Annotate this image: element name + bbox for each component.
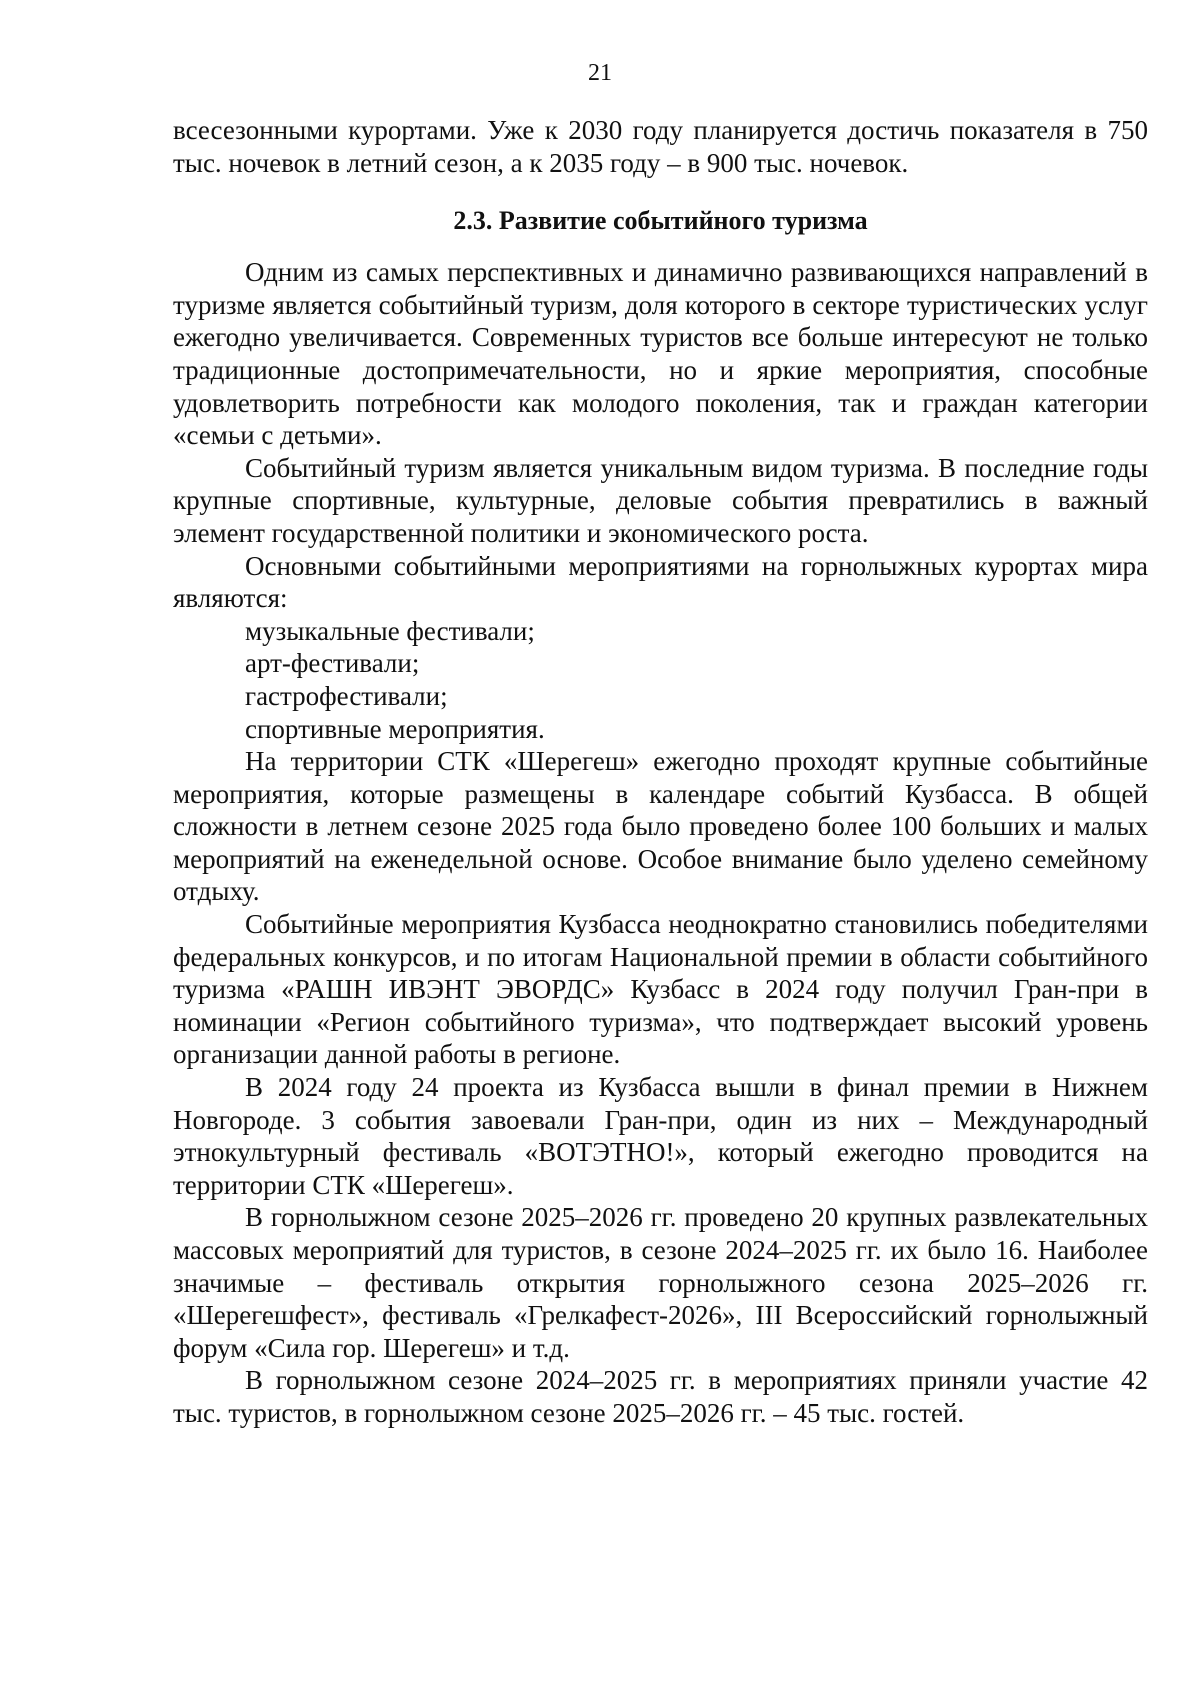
paragraph-ski-season-events: В горнолыжном сезоне 2025–2026 гг. проведено 20 крупных развлекательных массовых мероприятий для туристов, в сезоне 2024–2025 гг. их было 16. Наиболее значимые – фестиваль открытия горнолыжного сезона 2025–2026 гг. «Шерегешфест», фестиваль «Грелкафест-2026», III Всероссийский горнолыжный форум «Сила гор. Шерегеш» и т.д. [173,1202,1148,1363]
paragraph-sheregesh-events: На территории СТК «Шерегеш» ежегодно проходят крупные событийные мероприятия, которые размещены в календаре событий Кузбасса. В общей сложности в летнем сезоне 2025 года было проведено более 100 больших и малых мероприятий на еженедельной основе. Особое внимание было уделено семейному отдыху. [173,746,1148,907]
page-number: 21 [588,60,612,86]
paragraph-event-tourism-intro: Одним из самых перспективных и динамично развивающихся направлений в туризме является событийный туризм, доля которого в секторе туристических услуг ежегодно увеличивается. Современных туристов все больше интересуют не только традиционные достопримечательности, но и яркие мероприятия, способные удовлетворить потребности как молодого поколения, так и граждан категории «семьи с детьми». [173,257,1148,451]
event-types-list [173,615,1148,745]
paragraph-main-events-lead: Основными событийными мероприятиями на горнолыжных курортах мира являются: [173,550,1148,614]
list-item: арт-фестивали; [245,648,420,679]
section-heading: 2.3. Развитие событийного туризма [453,206,868,236]
intro-paragraph: всесезонными курортами. Уже к 2030 году планируется достичь показателя в 750 тыс. ночевок в летний сезон, а к 2035 году – в 900 тыс. ночевок. [173,115,1148,178]
list-item: спортивные мероприятия. [245,713,545,744]
paragraph-kuzbass-awards: Событийные мероприятия Кузбасса неоднократно становились победителями федеральных конкурсов, и по итогам Национальной премии в области событийного туризма «РАШН ИВЭНТ ЭВОРДС» Кузбасс в 2024 году получил Гран-при в номинации «Регион событийного туризма», что подтверждает высокий уровень организации данной работы в регионе. [173,909,1148,1070]
list-item: музыкальные фестивали; [245,615,535,646]
list-item: гастрофестивали; [245,680,448,711]
page-content [173,114,1148,1430]
paragraph-finalists-2024: В 2024 году 24 проекта из Кузбасса вышли в финал премии в Нижнем Новгороде. 3 события завоевали Гран-при, один из них – Международный этнокультурный фестиваль «ВОТЭТНО!», который ежегодно проводится на территории СТК «Шерегеш». [173,1072,1148,1200]
paragraph-event-tourism-unique: Событийный туризм является уникальным видом туризма. В последние годы крупные спортивные, культурные, деловые события превратились в важный элемент государственной политики и экономического роста. [173,452,1148,548]
paragraph-participants: В горнолыжном сезоне 2024–2025 гг. в мероприятиях приняли участие 42 тыс. туристов, в горнолыжном сезоне 2025–2026 гг. – 45 тыс. гостей. [173,1365,1148,1428]
